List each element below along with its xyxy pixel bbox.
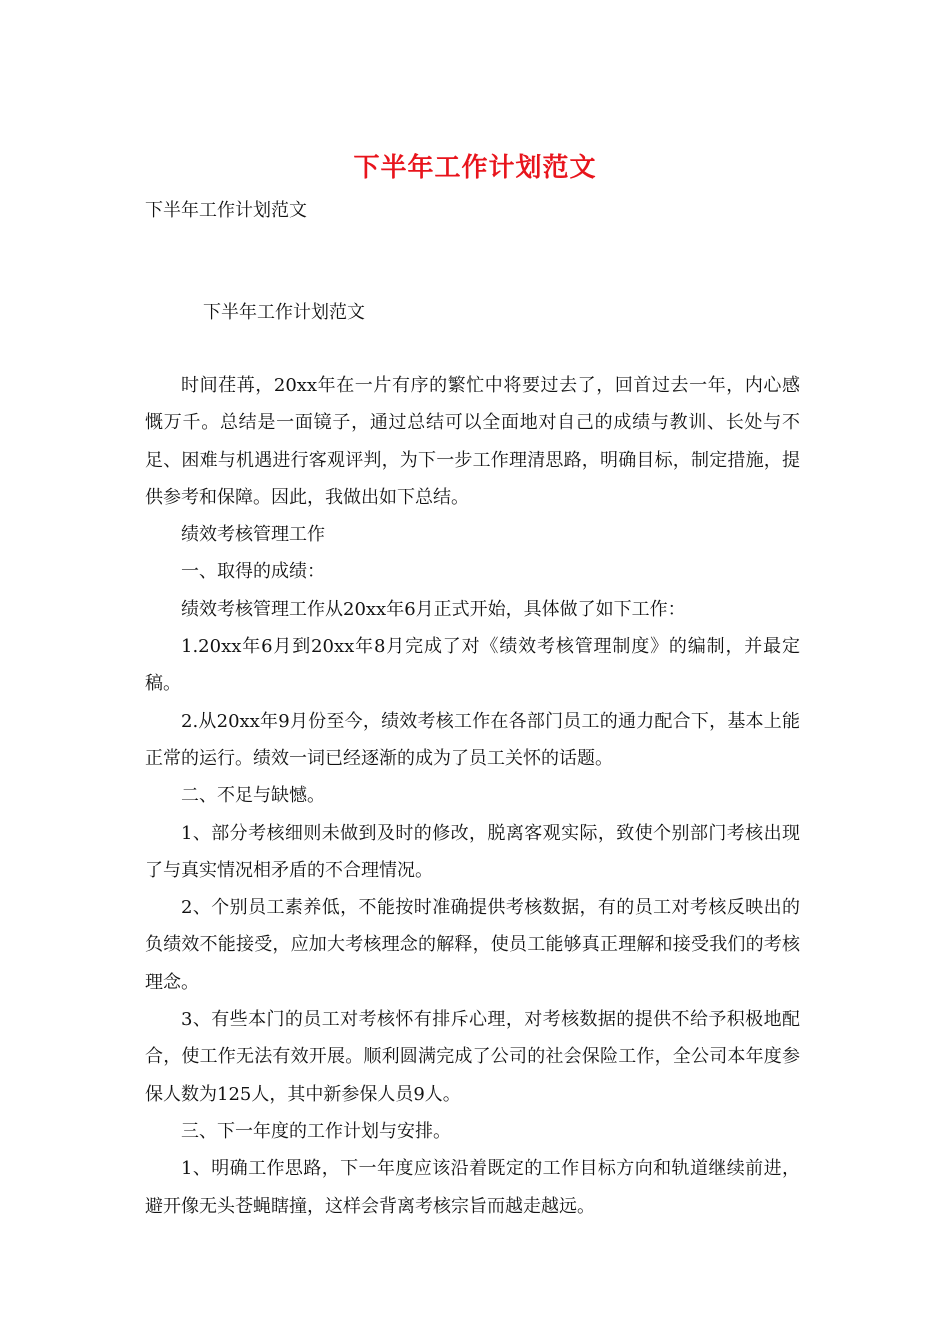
paragraph: 二、不足与缺憾。 <box>181 785 325 807</box>
document-subtitle: 下半年工作计划范文 <box>145 200 307 221</box>
paragraph: 三、下一年度的工作计划与安排。 <box>181 1120 451 1142</box>
document-inner-title: 下半年工作计划范文 <box>203 302 365 323</box>
paragraph: 1、明确工作思路，下一年度应该沿着既定的工作目标方向和轨道继续前进，避开像无头苍蝇瞎撞，这样会背离考核宗旨而越走越远。 <box>145 1158 800 1217</box>
paragraph: 1、部分考核细则未做到及时的修改，脱离客观实际，致使个别部门考核出现了与真实情况相矛盾的不合理情况。 <box>145 822 800 881</box>
paragraph: 2、个别员工素养低，不能按时准确提供考核数据，有的员工对考核反映出的负绩效不能接受，应加大考核理念的解释，使员工能够真正理解和接受我们的考核理念。 <box>145 897 800 993</box>
paragraph: 1.20xx年6月到20xx年8月完成了对《绩效考核管理制度》的编制，并最定稿。 <box>145 636 800 695</box>
paragraph: 3、有些本门的员工对考核怀有排斥心理，对考核数据的提供不给予积极地配合，使工作无法有效开展。顺利圆满完成了公司的社会保险工作，全公司本年度参保人数为125人，其中新参保人员9人。 <box>145 1009 800 1105</box>
paragraph: 2.从20xx年9月份至今，绩效考核工作在各部门员工的通力配合下，基本上能正常的运行。绩效一词已经逐渐的成为了员工关怀的话题。 <box>145 710 800 769</box>
paragraph: 绩效考核管理工作从20xx年6月正式开始，具体做了如下工作： <box>181 598 686 620</box>
paragraph: 绩效考核管理工作 <box>181 524 325 546</box>
paragraph: 一、取得的成绩： <box>181 561 325 583</box>
paragraph: 时间荏苒，20xx年在一片有序的繁忙中将要过去了，回首过去一年，内心感慨万千。总结是一面镜子，通过总结可以全面地对自己的成绩与教训、长处与不足、困难与机遇进行客观评判，为下一步工作理清思路，明确目标，制定措施，提供参考和保障。因此，我做出如下总结。 <box>145 375 800 508</box>
document-title: 下半年工作计划范文 <box>353 153 597 183</box>
document-body <box>145 367 800 1225</box>
